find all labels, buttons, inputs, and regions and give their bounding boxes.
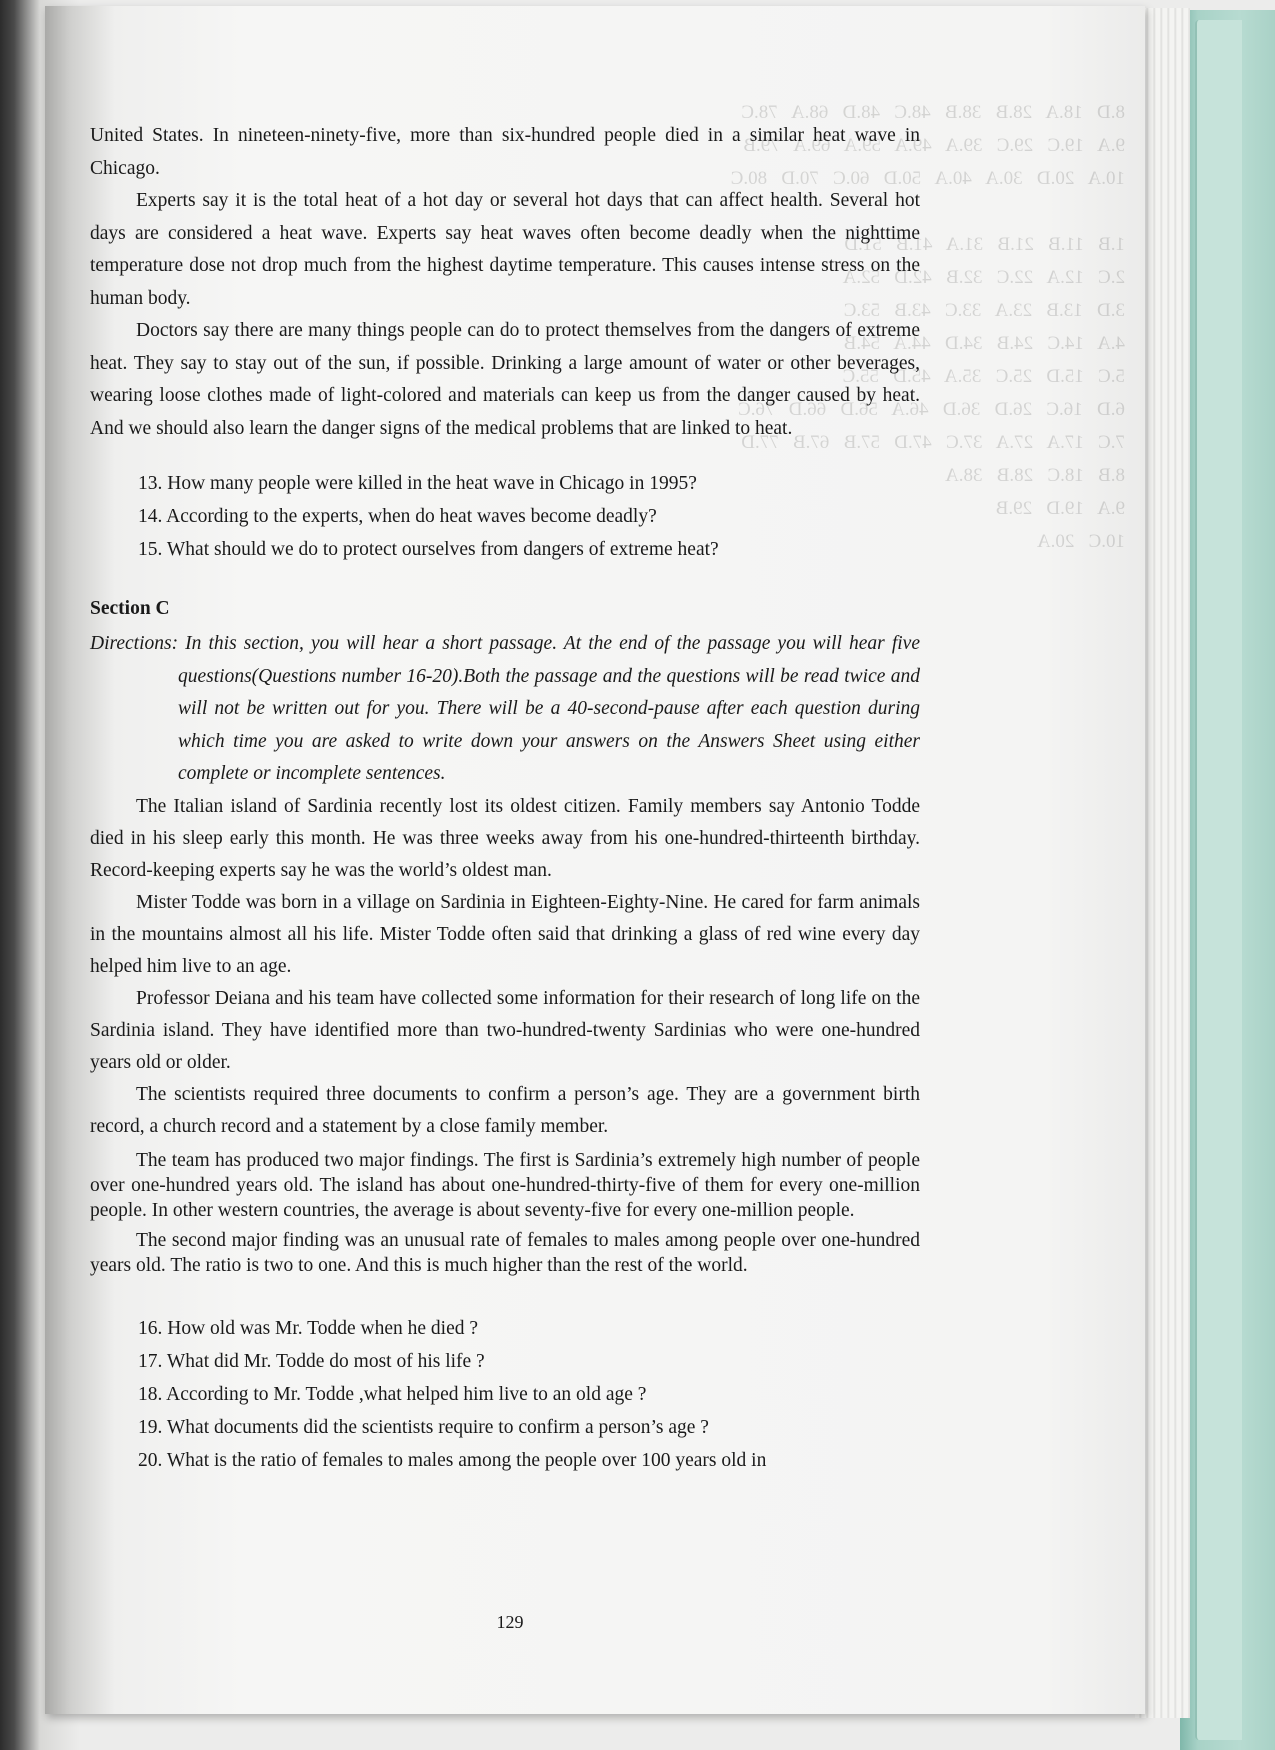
passage-paragraph: The Italian island of Sardinia recently lost its oldest citizen. Family members say Antonio Todde died in his sleep early this month. He was three weeks away from his one-hundred-thirteenth birthday. Record-keeping experts say he was the world’s oldest man. bbox=[90, 795, 920, 881]
section-directions bbox=[90, 628, 920, 791]
bleed-through-texture: 8.D 18.A 28.B 38.B 48.C 48.D 68.A 78.C 9.A 19.C 29.C 39.A 49.A 59.A 69.A 79.B 10.A 20.D 30.A 40.A 50.D 60.C 70.D 80.C 1.B 11.B 21.B 31.A 41.B 51.D 2.C 12.A 22.C 32.B 42.D 52.A 3.D 13.B 23.A 33.C 43.B 53.C 4.A 14.C 24.B 34.D 44.A 54.B 5.C 15.D 25.C 35.A 45.D 55.C 6.D 16.C 26.D 36.D 46.A 56.D 66.D 76.C 7.C 17.A 27.A 37.C 47.D 57.B 67.B 77.D 8.B 18.C 28.B 38.A 9.A 19.D 29.B 10.C 20.A bbox=[730, 102, 1125, 552]
passage-paragraph: United States. In nineteen-ninety-five, more than six-hundred people died in a similar heat wave in Chicago. bbox=[90, 125, 920, 179]
passage-paragraph: Mister Todde was born in a village on Sardinia in Eighteen-Eighty-Nine. He cared for farm animals in the mountains almost all his life. Mister Todde often said that drinking a glass of red wine every day helped him live to an age. bbox=[90, 891, 920, 977]
page-content bbox=[90, 120, 920, 1477]
passage-paragraph: Professor Deiana and his team have collected some information for their research of long life on the Sardinia island. They have identified more than two-hundred-twenty Sardinias who were one-hundred years old or older. bbox=[90, 987, 920, 1073]
passage-paragraph: Experts say it is the total heat of a hot day or several hot days that can affect health. Several hot days are considered a heat wave. Experts say heat waves often become deadly when the nighttime temperature dose not drop much from the highest daytime temperature. This causes intense stress on the human body. bbox=[90, 190, 920, 309]
passage-paragraph: The team has produced two major findings. The first is Sardinia’s extremely high number of people over one-hundred years old. The island has about one-hundred-thirty-five of them for every one-million people. In other western countries, the average is about seventy-five for every one-million people. bbox=[90, 1149, 920, 1221]
question-item: 14. According to the experts, when do heat waves become deadly? bbox=[138, 506, 657, 527]
page-number: 129 bbox=[496, 1612, 524, 1632]
passage-paragraph: The second major finding was an unusual rate of females to males among people over one-hundred years old. The ratio is two to one. And this is much higher than the rest of the world. bbox=[90, 1229, 920, 1276]
question-list bbox=[90, 467, 920, 566]
question-item: 18. According to Mr. Todde ,what helped him live to an old age ? bbox=[138, 1383, 647, 1405]
question-item: 19. What documents did the scientists require to confirm a person’s age ? bbox=[138, 1416, 709, 1438]
directions-text: In this section, you will hear a short passage. At the end of the passage you will hear five questions(Questions number 16-20).Both the passage and the questions will be read twice and will not be written out for you. There will be a 40-second-pause after each question during which time you are asked to write down your answers on the Answers Sheet using either complete or incomplete sentences. bbox=[178, 633, 920, 784]
passage-paragraph: The scientists required three documents to confirm a person’s age. They are a government birth record, a church record and a statement by a close family member. bbox=[90, 1083, 920, 1137]
book-cover-tab bbox=[1195, 20, 1242, 1740]
section-heading: Section C bbox=[90, 598, 170, 619]
passage-paragraph: Doctors say there are many things people can do to protect themselves from the dangers of extreme heat. They say to stay out of the sun, if possible. Drinking a large amount of water or other beverages, wearing loose clothes made of light-colored and materials can keep us from the danger caused by heat. And we should also learn the danger signs of the medical problems that are linked to heat. bbox=[90, 320, 920, 439]
question-item: 17. What did Mr. Todde do most of his life ? bbox=[138, 1350, 485, 1372]
question-item: 15. What should we do to protect ourselves from dangers of extreme heat? bbox=[138, 539, 719, 560]
question-item: 13. How many people were killed in the heat wave in Chicago in 1995? bbox=[138, 473, 697, 494]
question-item: 16. How old was Mr. Todde when he died ? bbox=[138, 1317, 479, 1339]
directions-label: Directions: bbox=[90, 633, 179, 654]
question-list bbox=[90, 1312, 920, 1477]
question-item: 20. What is the ratio of females to males among the people over 100 years old in bbox=[138, 1449, 767, 1471]
